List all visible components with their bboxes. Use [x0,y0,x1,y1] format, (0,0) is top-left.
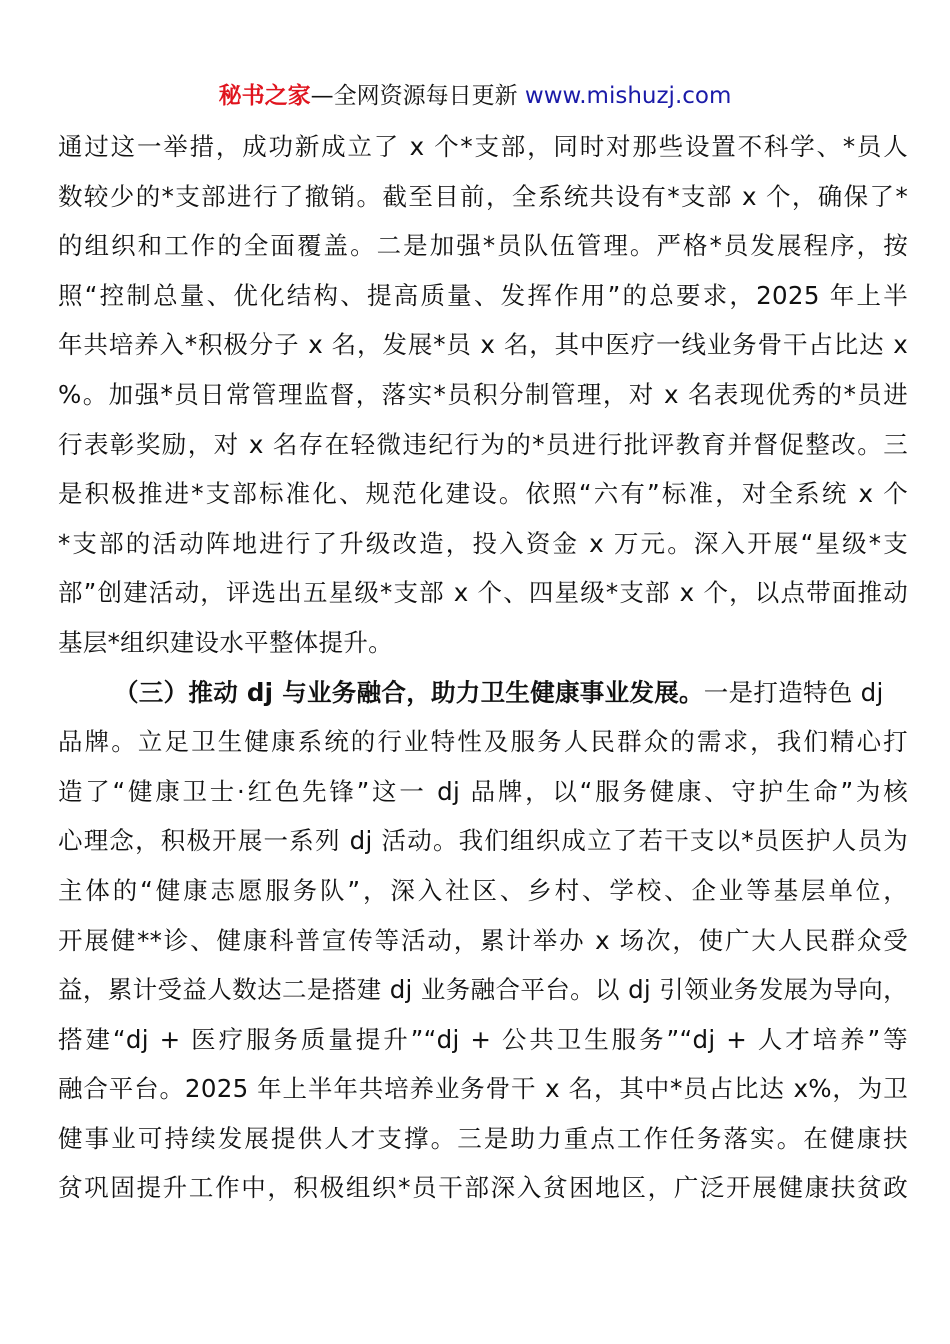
text-line: 主体的“健康志愿服务队”，深入社区、乡村、学校、企业等基层单位， [58,875,908,905]
text-line: 基层*组织建设水平整体提升。 [58,627,393,657]
text-line: 搭建“dj + 医疗服务质量提升”“dj + 公共卫生服务”“dj + 人才培养”等 [58,1024,908,1054]
text-line: 造了“健康卫士·红色先锋”这一 dj 品牌，以“服务健康、守护生命”为核 [58,776,908,806]
text-line: 通过这一举措，成功新成立了 x 个*支部，同时对那些设置不科学、*员人 [58,132,908,161]
text-line: 健事业可持续发展提供人才支撑。三是助力重点工作任务落实。在健康扶 [58,1123,908,1153]
text-line: 贫巩固提升工作中，积极组织*员干部深入贫困地区，广泛开展健康扶贫政 [58,1173,908,1203]
text-line: 心理念，积极开展一系列 dj 活动。我们组织成立了若干支以*员医护人员为 [58,826,908,856]
text-line: %。加强*员日常管理监督，落实*员积分制管理，对 x 名表现优秀的*员进 [58,379,908,409]
text-line: 品牌。立足卫生健康系统的行业特性及服务人民群众的需求，我们精心打 [58,727,908,757]
text-line: 的组织和工作的全面覆盖。二是加强*员队伍管理。严格*员发展程序，按 [58,231,908,261]
section-heading: （三）推动 dj 与业务融合，助力卫生健康事业发展。 [114,677,704,707]
site-tagline: —全网资源每日更新 [310,83,518,109]
text-line: 部”创建活动，评选出五星级*支部 x 个、四星级*支部 x 个，以点带面推动 [58,578,908,608]
text-line: 数较少的*支部进行了撤销。截至目前，全系统共设有*支部 x 个，确保了* [58,181,908,211]
section-first-line-text: 一是打造特色 dj [703,677,884,707]
text-line: 照“控制总量、优化结构、提高质量、发挥作用”的总要求，2025 年上半 [58,280,908,310]
text-line: 开展健**诊、健康科普宣传等活动，累计举办 x 场次，使广大人民群众受 [58,925,908,955]
text-line: 年共培养入*积极分子 x 名，发展*员 x 名，其中医疗一线业务骨干占比达 x [58,330,908,360]
section-heading-line [58,668,908,718]
text-line: 融合平台。2025 年上半年共培养业务骨干 x 名，其中*员占比达 x%，为卫 [58,1074,908,1104]
text-line: 益，累计受益人数达二是搭建 dj 业务融合平台。以 dj 引领业务发展为导向， [58,975,908,1005]
text-line: *支部的活动阵地进行了升级改造，投入资金 x 万元。深入开展“星级*支 [58,528,908,558]
site-url[interactable]: www.mishuzj.com [517,83,732,109]
site-brand: 秘书之家 [218,83,311,109]
site-header [0,78,950,114]
document-body [58,122,908,1213]
text-line: 是积极推进*支部标准化、规范化建设。依照“六有”标准，对全系统 x 个 [58,479,908,509]
text-line: 行表彰奖励，对 x 名存在轻微违纪行为的*员进行批评教育并督促整改。三 [58,429,908,459]
